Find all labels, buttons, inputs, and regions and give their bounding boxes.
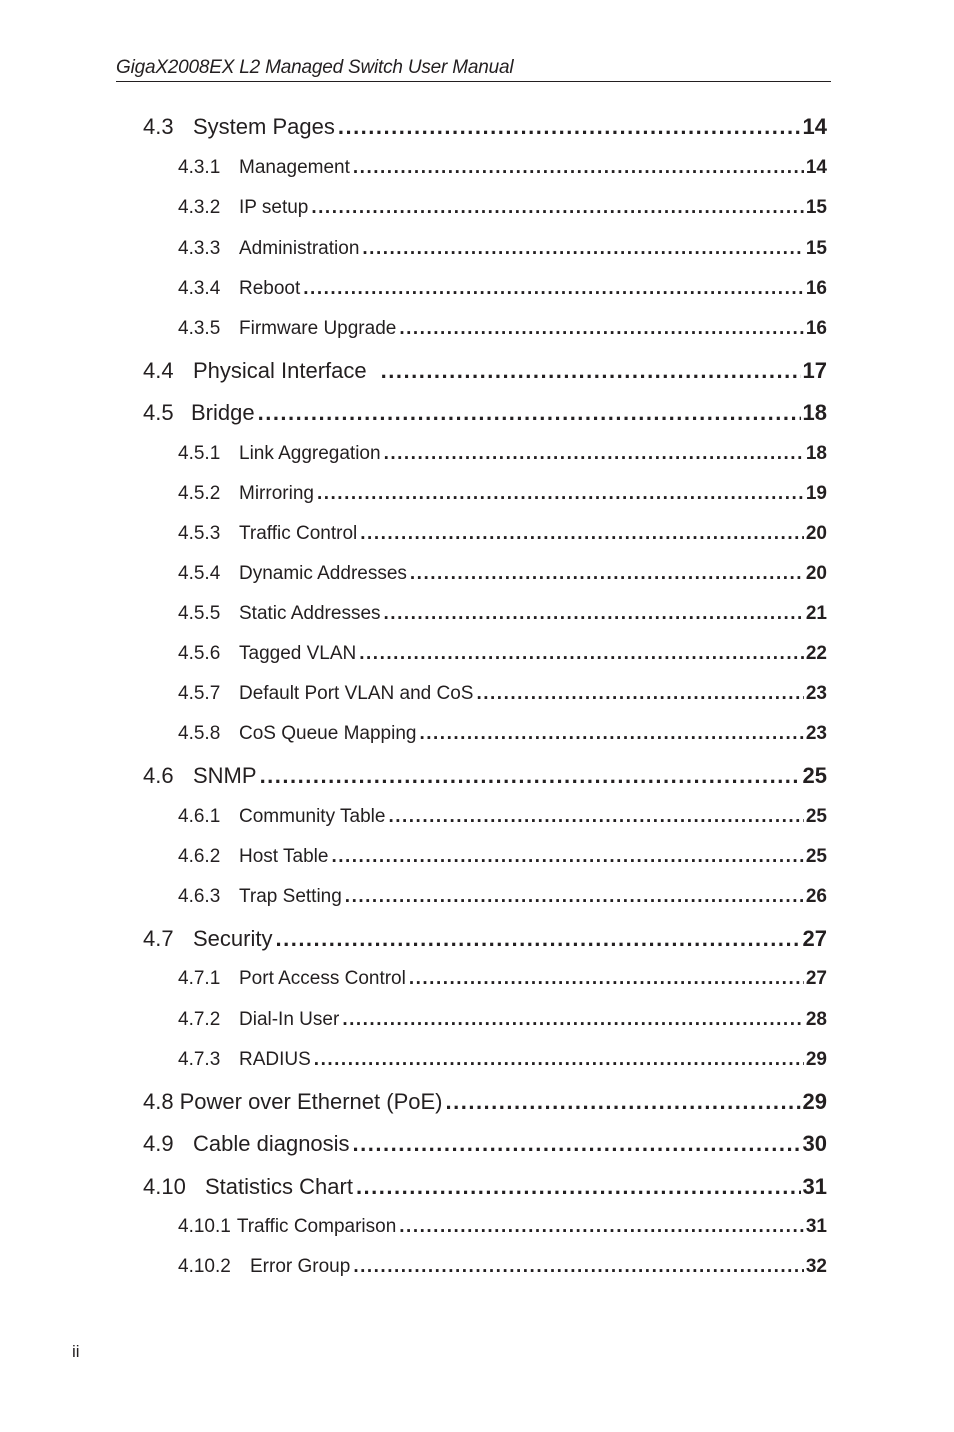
toc-page-number: 15 [805, 238, 827, 259]
toc-dot-leader [409, 968, 804, 990]
toc-section-title: Management [239, 157, 350, 178]
toc-section-title: Link Aggregation [239, 443, 381, 464]
toc-section-number: 4.5.5 [178, 603, 221, 624]
toc-entry[interactable] [143, 1174, 827, 1202]
toc-page-number: 29 [805, 1049, 827, 1070]
toc-page-number: 27 [805, 968, 827, 989]
toc-section-title: Host Table [239, 846, 329, 867]
toc-page-number: 17 [802, 358, 827, 383]
toc-page-number: 30 [802, 1131, 827, 1156]
toc-section-number: 4.5.2 [178, 483, 221, 504]
toc-entry[interactable] [178, 1256, 827, 1280]
toc-entry[interactable] [178, 238, 827, 262]
toc-dot-leader [362, 238, 803, 260]
toc-page-number: 19 [805, 483, 827, 504]
toc-page-number: 26 [805, 886, 827, 907]
toc-page-number: 31 [802, 1174, 827, 1199]
toc-entry[interactable] [143, 1089, 827, 1117]
toc-page-number: 27 [802, 926, 827, 951]
toc-section-title: Port Access Control [239, 968, 406, 989]
toc-dot-leader [446, 1089, 801, 1115]
toc-page-number: 14 [802, 114, 827, 139]
toc-section-title: Security [193, 926, 273, 951]
toc-section-title: Dynamic Addresses [239, 563, 407, 584]
toc-section-title: Statistics Chart [205, 1174, 353, 1199]
toc-entry[interactable] [178, 846, 827, 870]
toc-section-title: Default Port VLAN and CoS [239, 683, 474, 704]
toc-entry[interactable] [178, 683, 827, 707]
toc-section-title: RADIUS [239, 1049, 311, 1070]
toc-section-number: 4.7.3 [178, 1049, 221, 1070]
toc-entry[interactable] [143, 114, 827, 142]
toc-section-title: CoS Queue Mapping [239, 723, 417, 744]
toc-entry[interactable] [178, 483, 827, 507]
toc-entry[interactable] [178, 157, 827, 181]
toc-dot-leader [356, 1174, 801, 1200]
toc-section-number: 4.6.1 [178, 806, 221, 827]
toc-section-title: Administration [239, 238, 360, 259]
toc-section-number: 4.7 [143, 926, 174, 951]
toc-section-number: 4.5.8 [178, 723, 221, 744]
toc-dot-leader [399, 318, 804, 340]
toc-section-number: 4.10.1 [178, 1216, 231, 1237]
toc-entry[interactable] [143, 1131, 827, 1159]
toc-section-number: 4.6.3 [178, 886, 221, 907]
toc-entry[interactable] [143, 763, 827, 791]
toc-section-number: 4.6 [143, 763, 174, 788]
toc-dot-leader [419, 723, 803, 745]
toc-section-title: Traffic Comparison [236, 1216, 397, 1237]
toc-entry[interactable] [178, 643, 827, 667]
toc-dot-leader [311, 197, 803, 219]
toc-section-title: Tagged VLAN [239, 643, 357, 664]
toc-entry[interactable] [143, 926, 827, 954]
toc-section-title: System Pages [193, 114, 335, 139]
toc-dot-leader [258, 400, 801, 426]
toc-dot-leader [353, 1131, 801, 1157]
toc-section-title: Reboot [239, 278, 301, 299]
manual-title: GigaX2008EX L2 Managed Switch User Manual [116, 57, 514, 78]
toc-page-number: 16 [805, 318, 827, 339]
toc-section-number: 4.3.4 [178, 278, 221, 299]
toc-page-number: 20 [805, 563, 827, 584]
toc-section-number: 4.5.6 [178, 643, 221, 664]
toc-dot-leader [410, 563, 804, 585]
toc-section-title: Cable diagnosis [193, 1131, 350, 1156]
toc-section-number: 4.4 [143, 358, 174, 383]
toc-page-number: 25 [805, 846, 827, 867]
toc-section-number: 4.7.2 [178, 1009, 221, 1030]
toc-dot-leader [317, 483, 804, 505]
toc-section-title: Bridge [191, 400, 255, 425]
toc-section-title: IP setup [239, 197, 309, 218]
toc-entry[interactable] [178, 1216, 827, 1240]
toc-entry[interactable] [178, 523, 827, 547]
toc-section-number: 4.3.2 [178, 197, 221, 218]
toc-entry[interactable] [143, 400, 827, 428]
toc-entry[interactable] [178, 603, 827, 627]
toc-entry[interactable] [178, 443, 827, 467]
toc-entry[interactable] [178, 278, 827, 302]
toc-entry[interactable] [178, 197, 827, 221]
toc-page-number: 23 [805, 723, 827, 744]
toc-dot-leader [381, 358, 801, 384]
toc-page-number: 25 [805, 806, 827, 827]
toc-entry[interactable] [178, 886, 827, 910]
toc-page-number: 14 [805, 157, 827, 178]
toc-dot-leader [360, 523, 804, 545]
toc-dot-leader [275, 926, 800, 952]
toc-page-number: 15 [805, 197, 827, 218]
toc-page-number: 23 [805, 683, 827, 704]
toc-page-number: 28 [805, 1009, 827, 1030]
toc-section-title: Traffic Control [239, 523, 358, 544]
toc-section-number: 4.8 [143, 1089, 174, 1114]
toc-dot-leader [303, 278, 804, 300]
toc-dot-leader [353, 1256, 804, 1278]
toc-section-number: 4.5.7 [178, 683, 221, 704]
toc-dot-leader [388, 806, 803, 828]
toc-dot-leader [353, 157, 804, 179]
toc-page-number: 32 [805, 1256, 827, 1277]
toc-section-number: 4.5 [143, 400, 174, 425]
toc-entry[interactable] [178, 563, 827, 587]
toc-page-number: 25 [802, 763, 827, 788]
toc-dot-leader [331, 846, 803, 868]
toc-section-title: Mirroring [239, 483, 314, 504]
toc-section-number: 4.3.1 [178, 157, 221, 178]
toc-section-title: Dial-In User [239, 1009, 340, 1030]
toc-entry[interactable] [178, 806, 827, 830]
toc-page-number: 29 [802, 1089, 827, 1114]
toc-entry[interactable] [143, 358, 827, 386]
toc-page-number: 20 [805, 523, 827, 544]
page-number: ii [72, 1342, 80, 1361]
toc-dot-leader [384, 603, 804, 625]
toc-section-title: Trap Setting [239, 886, 342, 907]
toc-entry[interactable] [178, 1049, 827, 1073]
toc-dot-leader [345, 886, 804, 908]
toc-dot-leader [260, 763, 801, 789]
toc-entry[interactable] [178, 968, 827, 992]
toc-page-number: 18 [805, 443, 827, 464]
toc-entry[interactable] [178, 1009, 827, 1033]
toc-section-number: 4.3.3 [178, 238, 221, 259]
toc-section-title: Power over Ethernet (PoE) [179, 1089, 443, 1114]
toc-section-number: 4.9 [143, 1131, 174, 1156]
toc-page-number: 31 [805, 1216, 827, 1237]
toc-section-title: Static Addresses [239, 603, 381, 624]
toc-page-number: 21 [805, 603, 827, 624]
toc-dot-leader [359, 643, 804, 665]
toc-dot-leader [384, 443, 804, 465]
toc-section-number: 4.7.1 [178, 968, 221, 989]
toc-section-title: SNMP [193, 763, 257, 788]
toc-entry[interactable] [178, 318, 827, 342]
toc-entry[interactable] [178, 723, 827, 747]
toc-section-number: 4.10.2 [178, 1256, 231, 1277]
toc-dot-leader [476, 683, 803, 705]
toc-section-number: 4.5.3 [178, 523, 221, 544]
toc-section-number: 4.5.1 [178, 443, 221, 464]
toc-dot-leader [338, 114, 801, 140]
toc-dot-leader [399, 1216, 804, 1238]
toc-page-number: 22 [805, 643, 827, 664]
toc-page-number: 18 [802, 400, 827, 425]
toc-section-title: Community Table [239, 806, 386, 827]
toc-section-number: 4.10 [143, 1174, 186, 1199]
toc-section-title: Error Group [250, 1256, 351, 1277]
toc-section-title: Physical Interface [193, 358, 367, 383]
toc-page-number: 16 [805, 278, 827, 299]
toc-section-number: 4.3.5 [178, 318, 221, 339]
toc-dot-leader [314, 1049, 804, 1071]
toc-section-number: 4.3 [143, 114, 174, 139]
toc-dot-leader [342, 1009, 804, 1031]
toc-section-title: Firmware Upgrade [239, 318, 397, 339]
toc-section-number: 4.5.4 [178, 563, 221, 584]
toc-section-number: 4.6.2 [178, 846, 221, 867]
